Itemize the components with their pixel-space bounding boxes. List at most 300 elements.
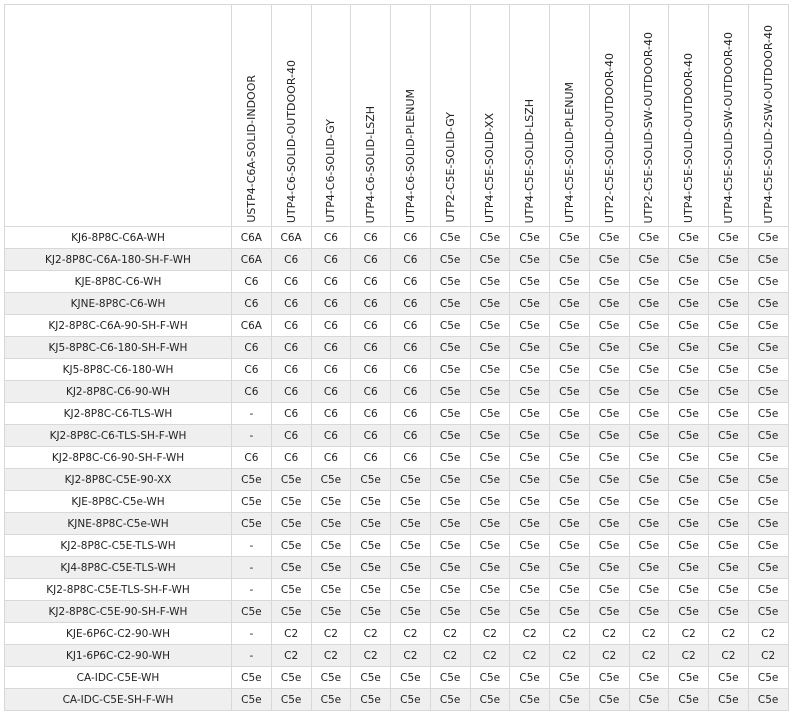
table-cell: C5e (550, 403, 590, 425)
table-cell: C5e (748, 535, 788, 557)
table-cell: C6 (271, 359, 311, 381)
table-cell: C5e (271, 513, 311, 535)
table-row (5, 623, 789, 645)
table-cell: C5e (232, 469, 272, 491)
table-cell: C5e (311, 535, 351, 557)
table-cell: C5e (391, 579, 431, 601)
table-cell: C5e (510, 535, 550, 557)
column-header (271, 5, 311, 227)
table-cell: C5e (669, 579, 709, 601)
table-cell: C5e (430, 469, 470, 491)
table-cell: C5e (709, 381, 749, 403)
table-cell: C5e (709, 601, 749, 623)
table-cell: C6 (232, 293, 272, 315)
table-cell: C5e (748, 557, 788, 579)
table-cell: C6 (351, 271, 391, 293)
row-label: KJNE-8P8C-C6-WH (5, 293, 232, 315)
row-label: KJ2-8P8C-C6-90-SH-F-WH (5, 447, 232, 469)
table-cell: C6 (232, 447, 272, 469)
table-cell: C5e (748, 315, 788, 337)
table-cell: C6 (391, 447, 431, 469)
column-header (311, 5, 351, 227)
table-cell: C5e (748, 403, 788, 425)
column-header (709, 5, 749, 227)
table-cell: C5e (470, 601, 510, 623)
table-cell: C6 (311, 271, 351, 293)
table-cell: C5e (629, 557, 669, 579)
table-cell: C5e (669, 227, 709, 249)
table-cell: C5e (470, 579, 510, 601)
table-cell: C6 (311, 447, 351, 469)
table-cell: C5e (748, 513, 788, 535)
table-row (5, 447, 789, 469)
table-cell: C5e (589, 381, 629, 403)
table-cell: C5e (470, 535, 510, 557)
table-cell: C5e (351, 601, 391, 623)
table-cell: C5e (391, 513, 431, 535)
table-cell: C5e (629, 535, 669, 557)
row-label: KJ2-8P8C-C5E-TLS-SH-F-WH (5, 579, 232, 601)
table-cell: C6A (232, 315, 272, 337)
table-cell: C5e (510, 271, 550, 293)
table-cell: C6 (351, 249, 391, 271)
table-cell: - (232, 425, 272, 447)
table-cell: C5e (470, 447, 510, 469)
table-cell: C5e (709, 469, 749, 491)
table-row (5, 403, 789, 425)
table-row (5, 249, 789, 271)
table-row (5, 293, 789, 315)
table-cell: C2 (470, 645, 510, 667)
table-cell: C6 (271, 293, 311, 315)
table-cell: C5e (470, 403, 510, 425)
table-cell: C5e (550, 469, 590, 491)
table-cell: C5e (430, 271, 470, 293)
column-header-label: UTP4-C5E-SOLID-PLENUM (562, 82, 576, 223)
table-cell: C5e (311, 469, 351, 491)
column-header-label: UTP4-C6-SOLID-LSZH (364, 105, 378, 223)
table-cell: C6A (232, 227, 272, 249)
column-header (391, 5, 431, 227)
table-cell: C6 (271, 249, 311, 271)
column-header-label: UTP4-C6-SOLID-OUTDOOR-40 (284, 59, 298, 223)
table-cell: C6 (351, 227, 391, 249)
table-cell: C5e (510, 315, 550, 337)
table-cell: C6 (271, 403, 311, 425)
table-cell: C5e (748, 689, 788, 711)
table-cell: C5e (709, 293, 749, 315)
table-cell: C5e (510, 667, 550, 689)
table-cell: C5e (232, 491, 272, 513)
table-cell: C5e (669, 513, 709, 535)
table-cell: C5e (311, 689, 351, 711)
table-cell: C5e (709, 227, 749, 249)
table-cell: C6 (351, 315, 391, 337)
table-cell: C6 (271, 271, 311, 293)
table-cell: C2 (311, 623, 351, 645)
table-cell: C5e (748, 579, 788, 601)
table-cell: C5e (470, 337, 510, 359)
table-cell: C5e (629, 447, 669, 469)
table-cell: C6 (271, 381, 311, 403)
table-cell: C5e (550, 271, 590, 293)
table-cell: C6 (271, 315, 311, 337)
table-cell: C5e (510, 579, 550, 601)
column-header (470, 5, 510, 227)
table-cell: C6 (391, 337, 431, 359)
table-cell: C5e (589, 689, 629, 711)
table-cell: C2 (669, 645, 709, 667)
table-cell: C5e (510, 337, 550, 359)
table-cell: C5e (430, 381, 470, 403)
table-cell: C5e (589, 359, 629, 381)
table-cell: C5e (550, 447, 590, 469)
table-cell: C5e (351, 689, 391, 711)
table-cell: C6 (391, 293, 431, 315)
column-header-label: UTP4-C5E-SOLID-SW-OUTDOOR-40 (721, 31, 735, 223)
table-row (5, 667, 789, 689)
table-cell: C5e (748, 447, 788, 469)
table-cell: C6 (311, 359, 351, 381)
table-cell: C5e (510, 227, 550, 249)
table-cell: C5e (430, 601, 470, 623)
table-cell: C6 (391, 359, 431, 381)
column-header (629, 5, 669, 227)
table-cell: C5e (271, 601, 311, 623)
table-cell: C6 (271, 425, 311, 447)
table-cell: C5e (709, 447, 749, 469)
table-cell: C5e (391, 491, 431, 513)
table-row (5, 425, 789, 447)
table-cell: C5e (510, 359, 550, 381)
table-cell: C2 (589, 623, 629, 645)
column-header-label: UTP4-C5E-SOLID-LSZH (523, 98, 537, 223)
table-cell: C5e (669, 293, 709, 315)
table-cell: C5e (391, 689, 431, 711)
table-row (5, 579, 789, 601)
table-cell: C5e (232, 601, 272, 623)
table-cell: C6 (351, 359, 391, 381)
table-cell: C5e (748, 271, 788, 293)
table-cell: C2 (748, 623, 788, 645)
row-label: KJ5-8P8C-C6-180-WH (5, 359, 232, 381)
row-label: KJE-8P8C-C6-WH (5, 271, 232, 293)
table-cell: C5e (589, 249, 629, 271)
table-cell: C5e (351, 469, 391, 491)
table-cell: C5e (271, 557, 311, 579)
table-cell: C5e (748, 469, 788, 491)
table-cell: C5e (271, 579, 311, 601)
table-cell: C5e (510, 249, 550, 271)
table-cell: C5e (589, 579, 629, 601)
table-row (5, 337, 789, 359)
row-label: KJ2-8P8C-C6A-180-SH-F-WH (5, 249, 232, 271)
table-cell: C5e (311, 557, 351, 579)
table-cell: C5e (550, 315, 590, 337)
table-cell: C5e (669, 249, 709, 271)
table-cell: C5e (510, 491, 550, 513)
table-cell: C6 (391, 315, 431, 337)
table-cell: C5e (430, 557, 470, 579)
table-cell: C2 (748, 645, 788, 667)
table-cell: C5e (430, 689, 470, 711)
table-cell: C5e (510, 425, 550, 447)
table-cell: C5e (430, 667, 470, 689)
column-header (232, 5, 272, 227)
table-cell: C6 (311, 293, 351, 315)
table-row (5, 381, 789, 403)
table-row (5, 645, 789, 667)
table-cell: C5e (470, 359, 510, 381)
table-cell: C6 (271, 337, 311, 359)
table-row (5, 535, 789, 557)
table-cell: C6 (391, 249, 431, 271)
table-cell: C6 (311, 403, 351, 425)
table-cell: C5e (550, 381, 590, 403)
header-row (5, 5, 789, 227)
table-cell: C5e (709, 689, 749, 711)
table-cell: C5e (669, 425, 709, 447)
table-cell: C2 (430, 623, 470, 645)
table-cell: C2 (550, 623, 590, 645)
row-label: KJE-8P8C-C5e-WH (5, 491, 232, 513)
table-cell: C5e (470, 469, 510, 491)
table-cell: C5e (629, 359, 669, 381)
table-cell: C5e (430, 293, 470, 315)
table-cell: C5e (470, 557, 510, 579)
table-cell: C5e (709, 535, 749, 557)
table-cell: C6 (351, 381, 391, 403)
table-cell: C2 (629, 645, 669, 667)
table-cell: C5e (748, 359, 788, 381)
table-cell: C5e (430, 425, 470, 447)
table-cell: C5e (669, 667, 709, 689)
table-cell: C5e (589, 337, 629, 359)
table-cell: C5e (470, 425, 510, 447)
table-cell: C5e (629, 381, 669, 403)
table-cell: C5e (550, 601, 590, 623)
table-cell: C5e (550, 689, 590, 711)
table-cell: C5e (669, 557, 709, 579)
table-cell: C2 (470, 623, 510, 645)
table-cell: C5e (430, 227, 470, 249)
table-cell: C5e (510, 513, 550, 535)
table-cell: C5e (748, 337, 788, 359)
table-cell: C5e (709, 359, 749, 381)
table-row (5, 359, 789, 381)
table-cell: C5e (351, 513, 391, 535)
table-cell: C2 (271, 623, 311, 645)
table-cell: C5e (629, 491, 669, 513)
table-cell: C5e (271, 667, 311, 689)
table-cell: C5e (430, 535, 470, 557)
table-cell: C5e (232, 513, 272, 535)
table-cell: C6 (391, 425, 431, 447)
table-cell: C5e (430, 359, 470, 381)
table-cell: C5e (669, 403, 709, 425)
table-cell: C5e (669, 271, 709, 293)
table-cell: C5e (311, 579, 351, 601)
row-label: CA-IDC-C5E-SH-F-WH (5, 689, 232, 711)
table-row (5, 513, 789, 535)
table-cell: C6 (311, 249, 351, 271)
table-cell: C5e (550, 249, 590, 271)
table-cell: C5e (669, 601, 709, 623)
table-cell: C5e (589, 293, 629, 315)
row-label: KJ2-8P8C-C6-TLS-SH-F-WH (5, 425, 232, 447)
column-header-label: UTP2-C5E-SOLID-OUTDOOR-40 (602, 52, 616, 223)
table-cell: C5e (589, 491, 629, 513)
table-cell: C5e (550, 535, 590, 557)
table-row (5, 557, 789, 579)
column-header (430, 5, 470, 227)
table-cell: C5e (391, 557, 431, 579)
table-cell: C5e (669, 381, 709, 403)
table-cell: C2 (351, 623, 391, 645)
column-header (550, 5, 590, 227)
row-label: CA-IDC-C5E-WH (5, 667, 232, 689)
table-cell: - (232, 645, 272, 667)
table-row (5, 315, 789, 337)
table-cell: C5e (669, 447, 709, 469)
table-cell: C5e (510, 601, 550, 623)
table-cell: C6 (391, 381, 431, 403)
row-label: KJ2-8P8C-C5E-90-XX (5, 469, 232, 491)
column-header-label: UTP4-C6-SOLID-GY (324, 119, 338, 223)
table-cell: C5e (550, 667, 590, 689)
table-cell: C5e (550, 513, 590, 535)
table-cell: C6 (351, 337, 391, 359)
table-cell: C5e (589, 425, 629, 447)
table-cell: C5e (311, 513, 351, 535)
table-cell: C5e (391, 535, 431, 557)
table-cell: C5e (351, 557, 391, 579)
table-cell: C6 (311, 337, 351, 359)
table-cell: C2 (510, 645, 550, 667)
table-cell: C5e (430, 447, 470, 469)
table-cell: C5e (430, 315, 470, 337)
table-cell: - (232, 403, 272, 425)
table-cell: C5e (629, 293, 669, 315)
table-cell: C5e (589, 535, 629, 557)
table-cell: C5e (748, 667, 788, 689)
table-cell: C5e (510, 557, 550, 579)
table-cell: C6 (391, 403, 431, 425)
column-header-label: UTP4-C5E-SOLID-XX (483, 113, 497, 223)
table-cell: C5e (510, 689, 550, 711)
table-cell: C5e (709, 667, 749, 689)
table-cell: C5e (589, 271, 629, 293)
table-row (5, 227, 789, 249)
table-cell: C5e (589, 469, 629, 491)
row-label: KJ2-8P8C-C6-TLS-WH (5, 403, 232, 425)
column-header-label: UTP2-C5E-SOLID-SW-OUTDOOR-40 (642, 31, 656, 223)
table-cell: C5e (669, 689, 709, 711)
column-header-label: UTP4-C6-SOLID-PLENUM (403, 89, 417, 223)
table-cell: C5e (470, 491, 510, 513)
table-cell: C5e (589, 227, 629, 249)
table-cell: C6 (351, 447, 391, 469)
table-cell: C2 (271, 645, 311, 667)
table-cell: C5e (629, 425, 669, 447)
table-cell: - (232, 579, 272, 601)
table-cell: C5e (391, 601, 431, 623)
column-header (748, 5, 788, 227)
table-cell: C5e (589, 315, 629, 337)
table-cell: C5e (271, 491, 311, 513)
table-cell: C2 (550, 645, 590, 667)
table-cell: C5e (589, 403, 629, 425)
table-cell: C5e (470, 513, 510, 535)
column-header (589, 5, 629, 227)
table-cell: C2 (430, 645, 470, 667)
table-cell: C6 (232, 337, 272, 359)
column-header-label: UTP4-C5E-SOLID-2SW-OUTDOOR-40 (761, 24, 775, 223)
table-cell: C5e (669, 469, 709, 491)
table-row (5, 491, 789, 513)
row-label: KJ4-8P8C-C5E-TLS-WH (5, 557, 232, 579)
table-cell: C5e (271, 689, 311, 711)
table-cell: C5e (629, 513, 669, 535)
table-cell: C5e (709, 337, 749, 359)
table-cell: C5e (589, 667, 629, 689)
table-cell: C5e (709, 271, 749, 293)
table-cell: C5e (470, 271, 510, 293)
table-row (5, 271, 789, 293)
table-cell: C6 (351, 403, 391, 425)
column-header-label: UTP4-C5E-SOLID-OUTDOOR-40 (682, 52, 696, 223)
table-cell: C5e (470, 293, 510, 315)
table-cell: C5e (589, 447, 629, 469)
table-cell: C5e (351, 491, 391, 513)
table-cell: C5e (589, 557, 629, 579)
table-cell: C5e (550, 425, 590, 447)
table-cell: C5e (510, 447, 550, 469)
table-row (5, 689, 789, 711)
table-cell: C6 (311, 227, 351, 249)
row-label: KJE-6P6C-C2-90-WH (5, 623, 232, 645)
table-cell: C5e (748, 491, 788, 513)
table-row (5, 601, 789, 623)
table-cell: C5e (669, 315, 709, 337)
table-cell: C5e (709, 425, 749, 447)
table-cell: C6 (351, 425, 391, 447)
table-cell: C6 (391, 227, 431, 249)
table-cell: C5e (430, 579, 470, 601)
table-cell: C6 (232, 271, 272, 293)
table-cell: C2 (510, 623, 550, 645)
table-cell: C5e (629, 249, 669, 271)
table-cell: C5e (669, 359, 709, 381)
table-cell: C5e (629, 601, 669, 623)
table-cell: C2 (709, 645, 749, 667)
row-label: KJ5-8P8C-C6-180-SH-F-WH (5, 337, 232, 359)
table-cell: C5e (748, 381, 788, 403)
table-cell: C5e (589, 601, 629, 623)
row-label: KJ2-8P8C-C6A-90-SH-F-WH (5, 315, 232, 337)
row-label: KJ2-8P8C-C5E-TLS-WH (5, 535, 232, 557)
table-cell: C5e (470, 315, 510, 337)
table-cell: C5e (391, 469, 431, 491)
table-cell: C5e (510, 403, 550, 425)
row-label: KJNE-8P8C-C5e-WH (5, 513, 232, 535)
table-cell: C5e (669, 491, 709, 513)
table-cell: C5e (669, 337, 709, 359)
table-cell: C5e (709, 491, 749, 513)
table-cell: C5e (271, 469, 311, 491)
table-cell: C6 (351, 293, 391, 315)
table-cell: C2 (589, 645, 629, 667)
